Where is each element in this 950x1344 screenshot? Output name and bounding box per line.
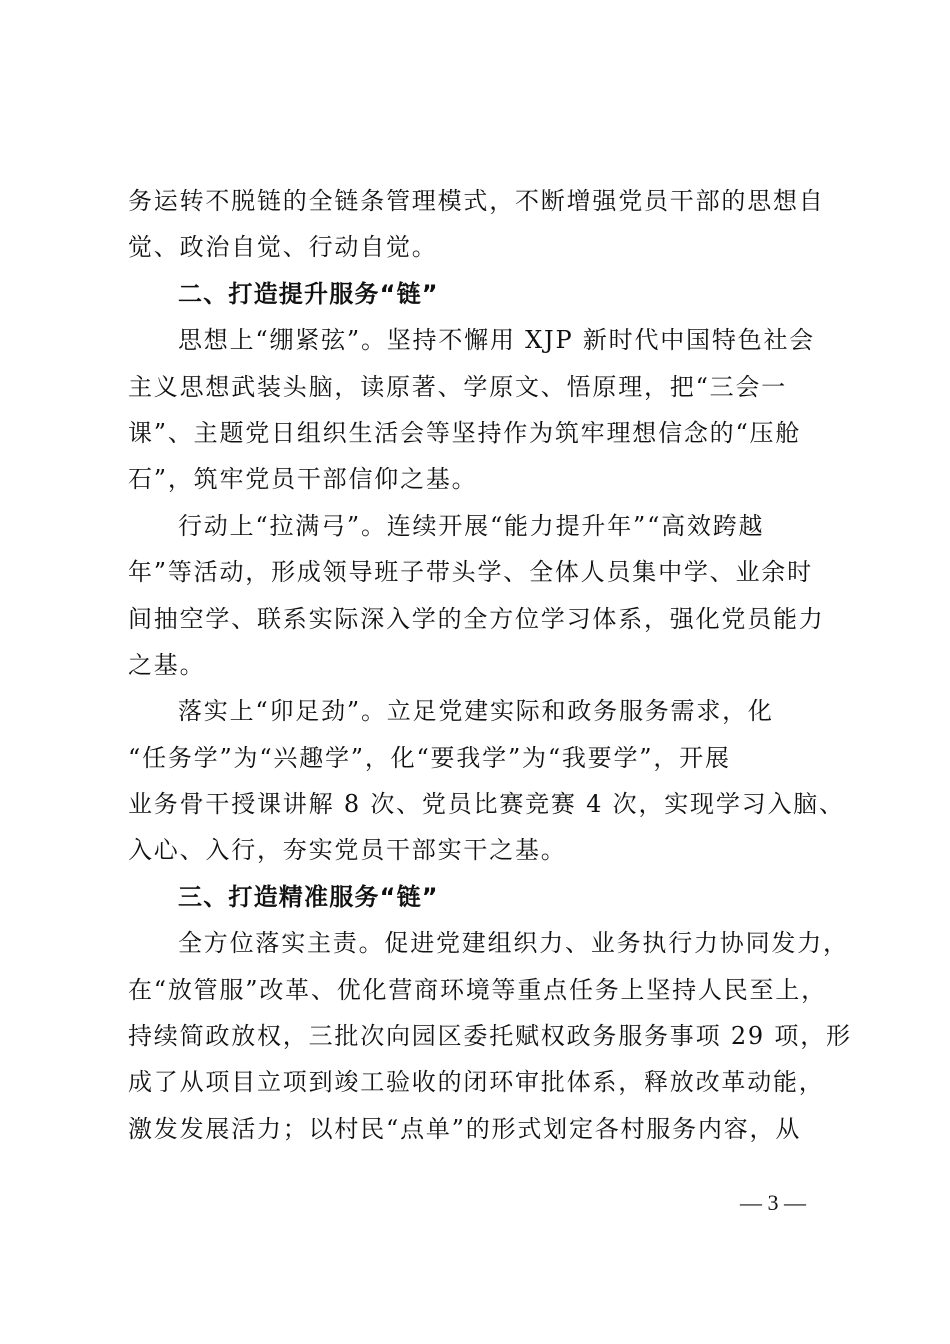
paragraph-line: 课”、主题党日组织生活会等坚持作为筑牢理想信念的“压舱 [128, 418, 802, 447]
paragraph-line: 间抽空学、联系实际深入学的全方位学习体系，强化党员能力 [128, 604, 825, 633]
paragraph-line: 务运转不脱链的全链条管理模式，不断增强党员干部的思想自 [128, 187, 825, 215]
paragraph-line: 行动上“拉满弓”。连续开展“能力提升年”“高效跨越 [178, 511, 765, 540]
paragraph-line: 觉、政治自觉、行动自觉。 [128, 233, 438, 262]
paragraph-line: 主义思想武装头脑，读原著、学原文、悟原理，把“三会一 [128, 372, 788, 401]
section-heading: 二、打造提升服务“链” [178, 279, 439, 308]
paragraph-line: 在“放管服”改革、优化营商环境等重点任务上坚持人民至上， [128, 975, 827, 1004]
paragraph-line: 成了从项目立项到竣工验收的闭环审批体系，释放改革动能， [128, 1068, 825, 1097]
paragraph-line: 入心、入行，夯实党员干部实干之基。 [128, 836, 567, 865]
paragraph-line: 思想上“绷紧弦”。坚持不懈用 XJP 新时代中国特色社会 [178, 326, 816, 355]
paragraph-line: 年”等活动，形成领导班子带头学、全体人员集中学、业余时 [128, 558, 813, 587]
paragraph-line: 石”，筑牢党员干部信仰之基。 [128, 465, 478, 494]
paragraph-line: 持续简政放权，三批次向园区委托赋权政务服务事项 29 项，形 [128, 1022, 852, 1051]
paragraph-line: 激发发展活力；以村民“点单”的形式划定各村服务内容，从 [128, 1114, 802, 1143]
paragraph-line: 全方位落实主责。促进党建组织力、业务执行力协同发力， [178, 929, 849, 958]
paragraph-line: 之基。 [128, 650, 206, 679]
paragraph-line: 落实上“卯足劲”。立足党建实际和政务服务需求，化 [178, 697, 774, 726]
paragraph-line: “任务学”为“兴趣学”，化“要我学”为“我要学”，开展 [128, 743, 731, 772]
paragraph-line: 业务骨干授课讲解 8 次、党员比赛竞赛 4 次，实现学习入脑、 [128, 790, 845, 819]
section-heading: 三、打造精准服务“链” [178, 882, 439, 911]
page-number: — 3 — [740, 1190, 806, 1215]
body-text [128, 178, 852, 1152]
